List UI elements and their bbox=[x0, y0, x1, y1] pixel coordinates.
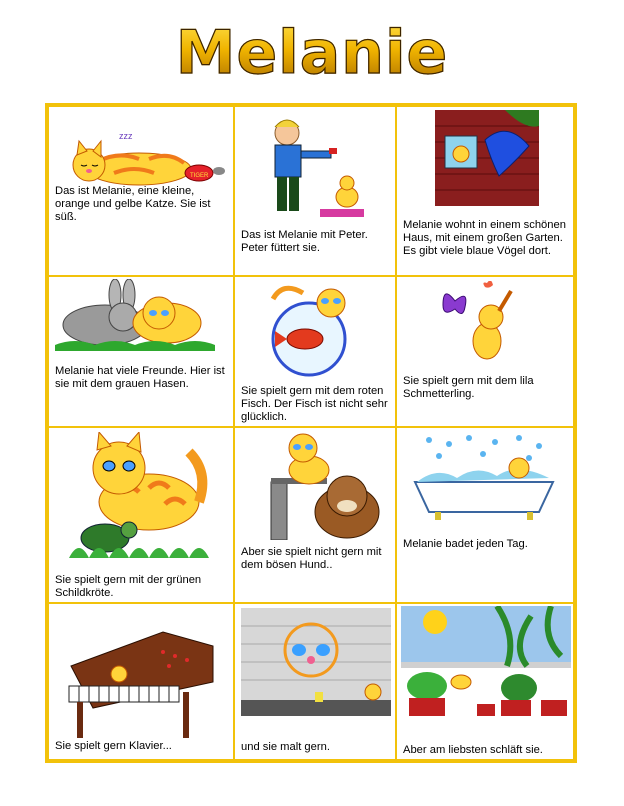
tiger-bowl-text: TIGER bbox=[190, 173, 209, 179]
wall-painting-illustration bbox=[241, 608, 391, 716]
turtle-illustration bbox=[69, 432, 219, 562]
panel-painting bbox=[234, 603, 396, 760]
panel-caption: Sie spielt gern mit dem roten Fisch. Der Fisch ist nicht sehr glücklich. bbox=[241, 385, 388, 423]
panel-piano bbox=[48, 603, 234, 760]
panel-house bbox=[396, 106, 574, 276]
panel-caption: Sie spielt gern mit dem lila Schmetterling. bbox=[403, 375, 534, 400]
panel-caption: Melanie wohnt in einem schönen Haus, mit einem großen Garten. Es gibt viele blaue Vögel dort. bbox=[403, 219, 566, 257]
fishbowl-illustration bbox=[261, 279, 373, 379]
piano-illustration bbox=[63, 622, 223, 740]
peter-feeding-illustration bbox=[265, 113, 365, 223]
sleep-zzz-text: zzz bbox=[119, 131, 133, 141]
page-title: Melanie bbox=[0, 18, 624, 88]
panel-caption: Sie spielt gern mit der grünen Schildkröte. bbox=[55, 574, 202, 599]
panel-caption: Aber am liebsten schläft sie. bbox=[403, 744, 543, 756]
panel-caption: und sie malt gern. bbox=[241, 741, 330, 753]
panel-sleeping-cat bbox=[48, 106, 234, 276]
rabbit-friend-illustration bbox=[55, 279, 215, 351]
story-grid bbox=[45, 103, 577, 763]
plants-window-illustration bbox=[401, 606, 571, 726]
panel-sleeping bbox=[396, 603, 574, 760]
panel-fish bbox=[234, 276, 396, 427]
butterfly-illustration bbox=[439, 281, 529, 367]
panel-peter bbox=[234, 106, 396, 276]
panel-bath bbox=[396, 427, 574, 603]
house-window-illustration bbox=[435, 110, 539, 206]
panel-caption: Melanie hat viele Freunde. Hier ist sie mit dem grauen Hasen. bbox=[55, 365, 225, 390]
angry-dog-illustration bbox=[265, 430, 385, 540]
panel-caption: Melanie badet jeden Tag. bbox=[403, 538, 528, 550]
panel-dog bbox=[234, 427, 396, 603]
panel-caption: Das ist Melanie mit Peter. Peter füttert sie. bbox=[241, 229, 368, 254]
panel-turtle bbox=[48, 427, 234, 603]
panel-rabbit bbox=[48, 276, 234, 427]
sleeping-cat-illustration bbox=[59, 129, 229, 187]
panel-butterfly bbox=[396, 276, 574, 427]
panel-caption: Sie spielt gern Klavier... bbox=[55, 740, 172, 752]
panel-caption: Aber sie spielt nicht gern mit dem bösen Hund.. bbox=[241, 546, 382, 571]
bathtub-illustration bbox=[409, 432, 559, 528]
panel-caption: Das ist Melanie, eine kleine, orange und gelbe Katze. Sie ist süß. bbox=[55, 185, 211, 223]
